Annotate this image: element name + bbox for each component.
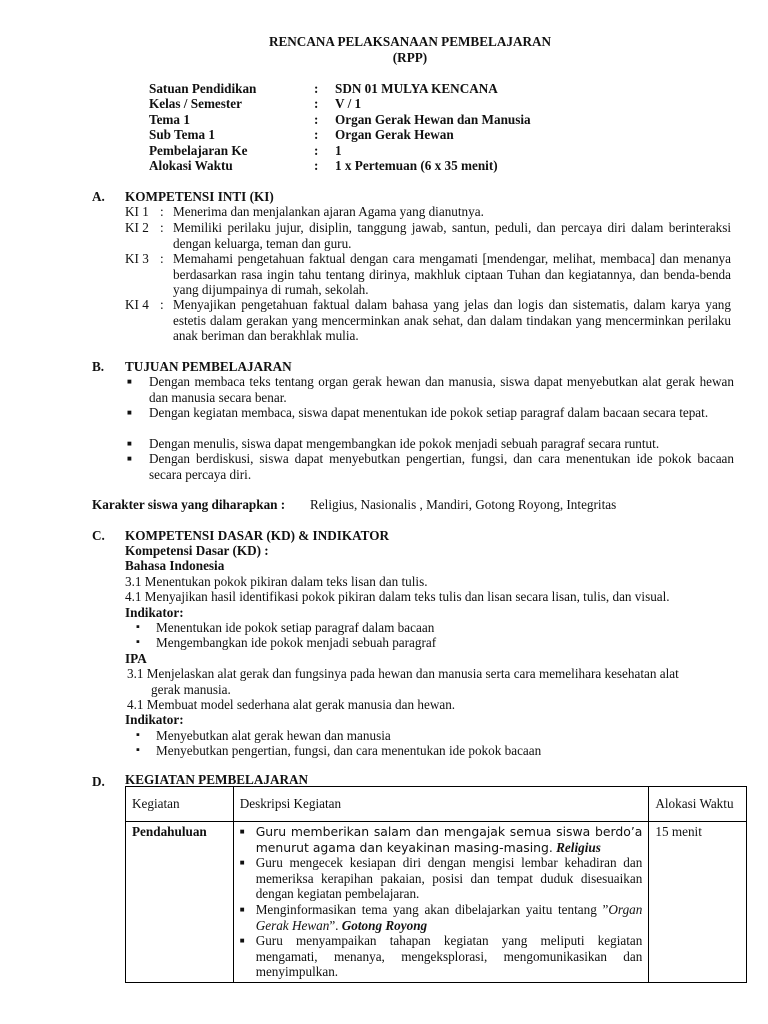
ki-colon: : xyxy=(160,204,164,219)
indikator-label: Indikator: xyxy=(125,712,184,727)
indikator-item: ▪ Menyebutkan alat gerak hewan dan manusia xyxy=(156,728,391,744)
indikator-item: ▪ Mengembangkan ide pokok menjadi sebuah paragraf xyxy=(156,635,436,651)
kd-item: 3.1 Menjelaskan alat gerak dan fungsinya pada hewan dan manusia serta cara memelihara kesehatan alat xyxy=(127,666,679,681)
kd-label: Kompetensi Dasar (KD) : xyxy=(125,543,269,558)
ki-text: Memahami pengetahuan faktual dengan cara mengamati [mendengar, melihat, membaca] dan menanya berdasarkan rasa ingin tahu tentang dirinya, makhluk ciptaan Tuhan dan kegiatannya, dan benda-benda yang dijumpainya di rumah, sekolah. xyxy=(173,251,731,298)
kegiatan-table xyxy=(125,786,747,983)
identity-value: V / 1 xyxy=(335,96,362,111)
identity-label: Satuan Pendidikan xyxy=(149,81,257,96)
identity-label: Alokasi Waktu xyxy=(149,158,233,173)
identity-colon: : xyxy=(314,127,319,142)
ki-colon: : xyxy=(160,251,164,266)
section-c-heading: KOMPETENSI DASAR (KD) & INDIKATOR xyxy=(125,528,390,543)
section-b-letter: B. xyxy=(92,359,105,374)
list-item: ■ Guru mengecek kesiapan diri dengan mengisi lembar kehadiran dan memeriksa kerapihan pakaian, posisi dan tempat duduk disesuaikan dengan kegiatan pembelajaran. xyxy=(240,855,643,902)
tujuan-item: ■ Dengan berdiskusi, siswa dapat menyebutkan pengertian, fungsi, dan cara menentukan ide pokok bacaan secara percaya diri. xyxy=(149,451,734,482)
subject-bahasa: Bahasa Indonesia xyxy=(125,558,225,573)
ki-text: Menyajikan pengetahuan faktual dalam bahasa yang jelas dan logis dan sistematis, dalam karya yang estetis dalam gerakan yang mencerminkan anak sehat, dan dalam tindakan yang mencerminkan perilaku anak beriman dan berakhlak mulia. xyxy=(173,297,731,344)
kd-item: 4.1 Menyajikan hasil identifikasi pokok pikiran dalam teks tulis dan lisan secara lisan, tulis, dan visual. xyxy=(125,589,670,604)
section-d-heading: KEGIATAN PEMBELAJARAN xyxy=(125,772,309,787)
table-header-row xyxy=(126,787,747,822)
cell-deskripsi xyxy=(233,822,649,983)
identity-value: SDN 01 MULYA KENCANA xyxy=(335,81,498,96)
kd-item-cont: gerak manusia. xyxy=(151,682,231,697)
ki-code: KI 4 xyxy=(125,297,149,312)
list-item: ■ Guru memberikan salam dan mengajak semua siswa berdo’a menurut agama dan keyakinan masing-masing. Religius xyxy=(240,824,643,855)
list-item: ■ Menginformasikan tema yang akan dibelajarkan yaitu tentang ”Organ Gerak Hewan”. Gotong Royong xyxy=(240,902,643,933)
section-c-letter: C. xyxy=(92,528,105,543)
document-subtitle: (RPP) xyxy=(392,50,428,65)
header-cell-deskripsi: Deskripsi Kegiatan xyxy=(233,787,649,822)
section-a-heading: KOMPETENSI INTI (KI) xyxy=(125,189,274,204)
karakter-value: Religius, Nasionalis , Mandiri, Gotong Royong, Integritas xyxy=(310,497,617,512)
ki-code: KI 3 xyxy=(125,251,149,266)
identity-value: Organ Gerak Hewan xyxy=(335,127,454,142)
cell-waktu: 15 menit xyxy=(649,822,747,983)
identity-colon: : xyxy=(314,158,319,173)
ki-text: Memiliki perilaku jujur, disiplin, tanggung jawab, santun, peduli, dan percaya diri dalam berinteraksi dengan keluarga, teman dan guru. xyxy=(173,220,731,251)
tujuan-item: ■ Dengan kegiatan membaca, siswa dapat menentukan ide pokok setiap paragraf dalam bacaan secara tepat. xyxy=(149,405,734,421)
table-row xyxy=(126,822,747,983)
ki-colon: : xyxy=(160,220,164,235)
tujuan-item: ■ Dengan membaca teks tentang organ gerak hewan dan manusia, siswa dapat menyebutkan alat gerak hewan dan manusia secara benar. xyxy=(149,374,734,405)
identity-value: 1 x Pertemuan (6 x 35 menit) xyxy=(335,158,498,173)
tujuan-item: ■ Dengan menulis, siswa dapat mengembangkan ide pokok menjadi sebuah paragraf secara runtut. xyxy=(149,436,734,452)
section-b-heading: TUJUAN PEMBELAJARAN xyxy=(125,359,292,374)
karakter-label: Karakter siswa yang diharapkan : xyxy=(92,497,286,512)
identity-colon: : xyxy=(314,96,319,111)
header-cell-kegiatan: Kegiatan xyxy=(126,787,234,822)
identity-colon: : xyxy=(314,112,319,127)
indikator-item: ▪ Menentukan ide pokok setiap paragraf dalam bacaan xyxy=(156,620,434,636)
ki-colon: : xyxy=(160,297,164,312)
document-title: RENCANA PELAKSANAAN PEMBELAJARAN xyxy=(268,34,552,49)
identity-label: Pembelajaran Ke xyxy=(149,143,248,158)
identity-colon: : xyxy=(314,143,319,158)
ki-text: Menerima dan menjalankan ajaran Agama yang dianutnya. xyxy=(173,204,484,219)
kd-item: 3.1 Menentukan pokok pikiran dalam teks lisan dan tulis. xyxy=(125,574,428,589)
section-a-letter: A. xyxy=(92,189,105,204)
section-d-letter: D. xyxy=(92,774,105,789)
kd-item: 4.1 Membuat model sederhana alat gerak manusia dan hewan. xyxy=(127,697,456,712)
identity-colon: : xyxy=(314,81,319,96)
identity-label: Sub Tema 1 xyxy=(149,127,215,142)
header-cell-alokasi: Alokasi Waktu xyxy=(649,787,747,822)
indikator-item: ▪ Menyebutkan pengertian, fungsi, dan cara menentukan ide pokok bacaan xyxy=(156,743,541,759)
identity-label: Kelas / Semester xyxy=(149,96,243,111)
identity-value: 1 xyxy=(335,143,342,158)
identity-label: Tema 1 xyxy=(149,112,190,127)
ki-code: KI 2 xyxy=(125,220,149,235)
list-item: ■ Guru menyampaikan tahapan kegiatan yang meliputi kegiatan mengamati, menanya, mengeksplorasi, mengomunikasikan dan menyimpulkan. xyxy=(240,933,643,980)
ki-code: KI 1 xyxy=(125,204,149,219)
indikator-label: Indikator: xyxy=(125,605,184,620)
cell-kegiatan: Pendahuluan xyxy=(126,822,234,983)
identity-value: Organ Gerak Hewan dan Manusia xyxy=(335,112,531,127)
subject-ipa: IPA xyxy=(125,651,147,666)
